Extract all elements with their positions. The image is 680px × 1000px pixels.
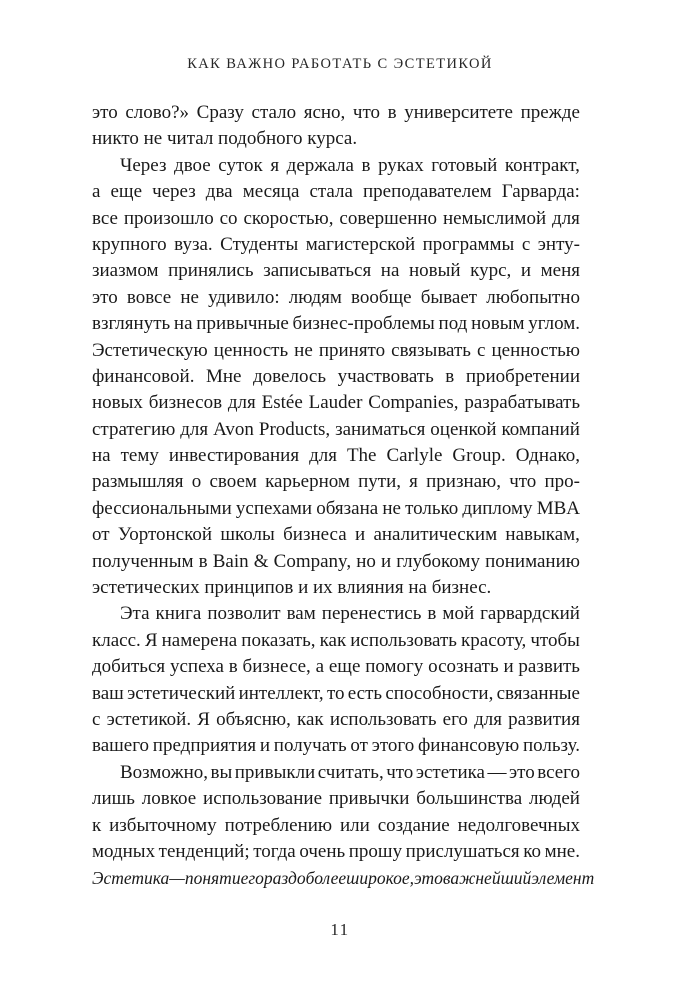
running-header: КАК ВАЖНО РАБОТАТЬ С ЭСТЕТИКОЙ bbox=[187, 56, 493, 72]
text-line: это слово?» Сразу стало ясно, что в университете прежде bbox=[92, 102, 580, 123]
text-line: Эстетика — понятие гораздо более широкое, это важнейший элемент bbox=[92, 868, 595, 889]
text-line: все произошло со скоростью, совершенно немыслимой для bbox=[92, 207, 580, 229]
text-line: лишь ловкое использование привычки большинства людей bbox=[92, 788, 580, 810]
text-line: никто не читал подобного курса. bbox=[92, 128, 358, 150]
text-line: от Уортонской школы бизнеса и аналитическим навыкам, bbox=[92, 524, 580, 546]
text-block bbox=[92, 100, 595, 892]
text-line: ваш эстетический интеллект, то есть способности, связанные bbox=[92, 682, 580, 704]
text-line: эстетических принципов и их влияния на бизнес. bbox=[92, 577, 492, 599]
text-line: размышляя о своем карьерном пути, я признаю, что про- bbox=[92, 471, 580, 493]
text-line: это вовсе не удивило: людям вообще бывает любопытно bbox=[92, 286, 580, 308]
text-line: Возможно, вы привыкли считать, что эстетика — это всего bbox=[120, 761, 580, 783]
text-line: класс. Я намерена показать, как использовать красоту, чтобы bbox=[92, 629, 580, 651]
text-line: полученным в Bain & Company, но и глубокому пониманию bbox=[92, 550, 580, 572]
text-line: модных тенденций; тогда очень прошу прислушаться ко мне. bbox=[92, 840, 580, 862]
text-line: финансовой. Мне довелось участвовать в приобретении bbox=[92, 365, 580, 387]
text-line: добиться успеха в бизнесе, а еще помогу осознать и развить bbox=[92, 656, 580, 678]
text-line: с эстетикой. Я объясню, как использовать его для развития bbox=[92, 708, 580, 730]
text-line: взглянуть на привычные бизнес-проблемы под новым углом. bbox=[92, 313, 580, 335]
text-line: новых бизнесов для Estée Lauder Companies, разрабатывать bbox=[92, 392, 580, 414]
text-line: к избыточному потреблению или создание недолговечных bbox=[92, 814, 580, 836]
text-line: Эта книга позволит вам перенестись в мой гарвардский bbox=[120, 603, 580, 625]
text-line: а еще через два месяца стала преподавателем Гарварда: bbox=[92, 181, 580, 203]
text-line: стратегию для Avon Products, заниматься оценкой компаний bbox=[92, 418, 580, 440]
text-line: фессиональными успехами обязана не только диплому MBA bbox=[92, 497, 580, 519]
page-number: 11 bbox=[330, 920, 350, 939]
text-line: Эстетическую ценность не принято связывать с ценностью bbox=[92, 339, 580, 361]
text-line: зиазмом принялись записываться на новый курс, и меня bbox=[92, 260, 580, 282]
text-line: вашего предприятия и получать от этого финансовую пользу. bbox=[92, 735, 580, 757]
text-line: Через двое суток я держала в руках готовый контракт, bbox=[120, 154, 580, 176]
text-line: крупного вуза. Студенты магистерской программы с энту- bbox=[92, 233, 580, 255]
text-line: на тему инвестирования для The Carlyle Group. Однако, bbox=[92, 445, 580, 467]
